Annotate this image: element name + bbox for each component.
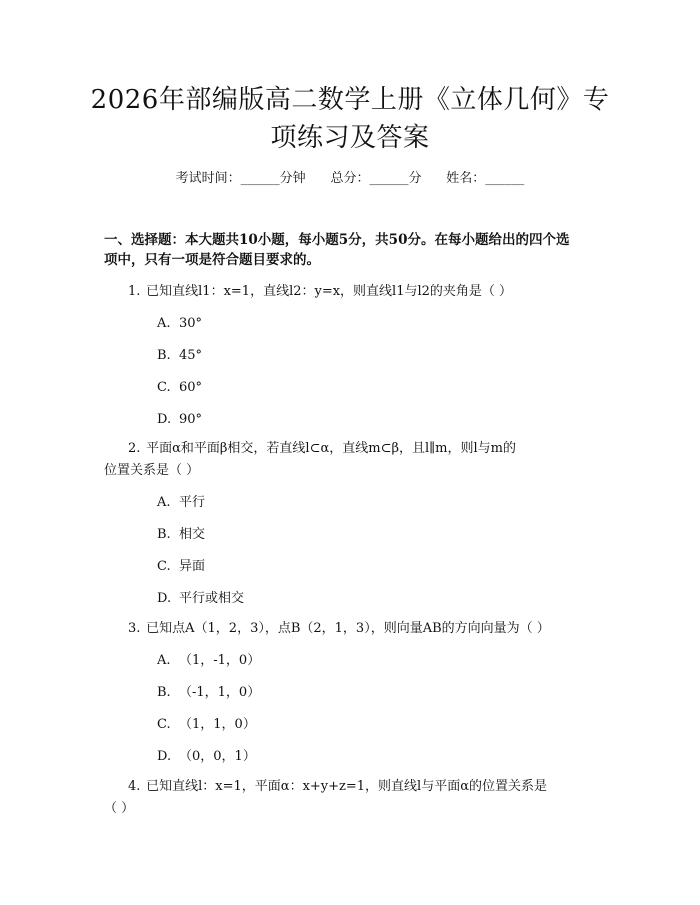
option-text: 相交 (179, 527, 206, 542)
document-title-line2: 项练习及答案 (270, 123, 430, 153)
question-text: 已知直线l1：x=1，直线l2：y=x，则直线l1与l2的夹角是（ ） (146, 284, 513, 299)
option-letter: C. (157, 559, 171, 574)
option-letter: B. (157, 527, 171, 542)
option-1b (157, 347, 202, 365)
option-text: （1，-1，0） (179, 653, 261, 668)
option-1a (157, 315, 202, 333)
question-text: 平面α和平面β相交，若直线l⊂α，直线m⊂β，且l∥m，则l与m的 (146, 441, 516, 456)
student-name-label: 姓名：______ (446, 171, 525, 186)
option-2b (157, 526, 205, 544)
option-text: 90° (179, 412, 203, 427)
exam-meta-line (0, 170, 700, 188)
option-letter: C. (157, 717, 171, 732)
option-letter: D. (157, 591, 172, 606)
section-heading-line2: 项中，只有一项是符合题目要求的。 (104, 252, 320, 268)
question-number: 3. (128, 621, 141, 636)
document-title-line1: 2026年部编版高二数学上册《立体几何》专 (90, 85, 610, 115)
option-1d (157, 411, 202, 429)
section-heading-line1: 一、选择题：本大题共10小题，每小题5分，共50分。在每小题给出的四个选 (104, 232, 570, 248)
question-text-continued: 位置关系是（ ） (104, 463, 200, 478)
option-letter: A. (157, 495, 171, 510)
question-number: 2. (128, 441, 141, 456)
option-text: 60° (179, 380, 203, 395)
total-score-label: 总分：______分 (330, 171, 422, 186)
option-text: （1，1，0） (179, 717, 256, 732)
option-letter: C. (157, 380, 171, 395)
option-text: 平行 (179, 495, 206, 510)
option-text: 30° (179, 316, 203, 331)
option-letter: D. (157, 749, 172, 764)
option-text: 平行或相交 (179, 591, 245, 606)
option-1c (157, 379, 202, 397)
question-3 (104, 618, 604, 640)
option-text: 异面 (179, 559, 206, 574)
question-1 (104, 281, 604, 303)
question-2 (104, 438, 604, 482)
option-letter: B. (157, 348, 171, 363)
exam-time-label: 考试时间：______分钟 (175, 171, 306, 186)
option-letter: D. (157, 412, 172, 427)
question-text: 已知点A（1，2，3），点B（2，1，3），则向量AB的方向向量为（ ） (146, 621, 550, 636)
option-2c (157, 558, 205, 576)
option-2d (157, 590, 244, 608)
option-letter: A. (157, 316, 171, 331)
question-number: 1. (128, 284, 141, 299)
option-3c (157, 716, 256, 734)
option-3a (157, 652, 260, 670)
question-4 (104, 776, 604, 820)
option-letter: A. (157, 653, 171, 668)
option-text: （-1，1，0） (179, 685, 261, 700)
question-number: 4. (128, 779, 141, 794)
option-letter: B. (157, 685, 171, 700)
option-text: （0，0，1） (179, 749, 256, 764)
option-text: 45° (179, 348, 203, 363)
question-text-continued: （ ） (104, 801, 135, 816)
option-2a (157, 494, 205, 512)
option-3b (157, 684, 260, 702)
question-text: 已知直线l：x=1，平面α：x+y+z=1，则直线l与平面α的位置关系是 (146, 779, 547, 794)
option-3d (157, 748, 256, 766)
